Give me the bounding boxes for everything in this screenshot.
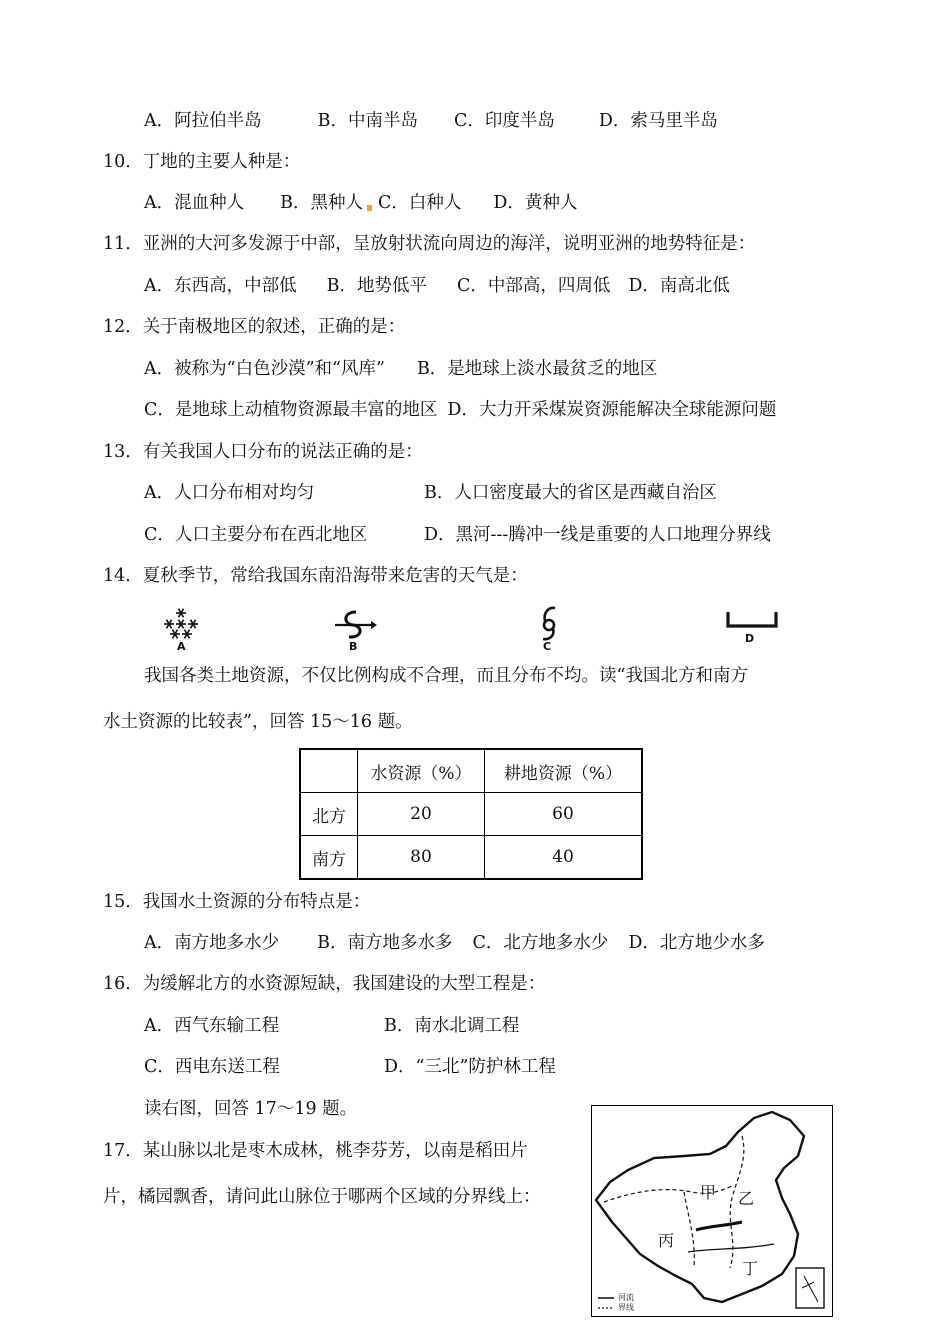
- q13-option-b: B．人口密度最大的省区是西藏自治区: [424, 483, 717, 503]
- table-cell: 20: [358, 793, 485, 836]
- q12-option-b: B．是地球上淡水最贫乏的地区: [416, 359, 658, 379]
- drought-icon: [718, 604, 788, 656]
- table-header-row: [300, 749, 642, 793]
- symbol-label-a: A: [177, 640, 186, 653]
- q12-option-a: A．被称为“白色沙漠”和“风库”: [144, 359, 385, 379]
- q15-option-b: B．南方地多水多: [317, 933, 453, 953]
- q12-options-row1: [144, 358, 657, 380]
- table-cell: 北方: [300, 793, 358, 836]
- map-legend-boundary: 界线: [618, 1303, 634, 1312]
- q16-option-c: C．西电东送工程: [144, 1057, 280, 1077]
- intro-17-19: 读右图，回答 17～19 题。: [144, 1099, 358, 1119]
- sandstorm-icon: [323, 604, 393, 656]
- q12-stem: 12．关于南极地区的叙述，正确的是：: [103, 317, 406, 337]
- q11-stem: 11．亚洲的大河多发源于中部，呈放射状流向周边的海洋，说明亚洲的地势特征是：: [103, 234, 756, 254]
- q13-stem: 13．有关我国人口分布的说法正确的是：: [103, 442, 423, 462]
- table-cell: 40: [485, 836, 643, 880]
- intro-15-16-line2: 水土资源的比较表”，回答 15～16 题。: [103, 712, 413, 732]
- q10-option-b: B．黑种人: [280, 193, 364, 213]
- q10-option-d: D．黄种人: [493, 193, 578, 213]
- table-row: [300, 836, 642, 880]
- q13-option-d: D．黑河---腾冲一线是重要的人口地理分界线: [424, 525, 771, 545]
- q12-option-d: D．大力开采煤炭资源能解决全球能源问题: [447, 400, 777, 420]
- table-header-cell: 水资源（%）: [358, 749, 485, 793]
- q15-option-d: D．北方地少水多: [628, 933, 765, 953]
- q16-option-d: D．“三北”防护林工程: [384, 1057, 556, 1077]
- map-label-jia: 甲: [700, 1183, 717, 1202]
- q11-option-c: C．中部高，四周低: [457, 276, 611, 296]
- symbol-label-b: B: [349, 640, 358, 653]
- q9-option-c: C．印度半岛: [454, 111, 555, 131]
- q15-option-c: C．北方地多水少: [472, 933, 609, 953]
- q9-option-b: B．中南半岛: [317, 111, 419, 131]
- q11-option-a: A．东西高，中部低: [144, 276, 297, 296]
- table-header-cell: 耕地资源（%）: [485, 749, 643, 793]
- q16-stem: 16．为缓解北方的水资源短缺，我国建设的大型工程是：: [103, 974, 546, 994]
- q14-stem: 14．夏秋季节，常给我国东南沿海带来危害的天气是：: [103, 566, 528, 586]
- table-header-cell: [300, 749, 358, 793]
- q15-option-a: A．南方地多水少: [144, 933, 280, 953]
- symbol-label-d: D: [745, 632, 755, 645]
- china-regions-map: [591, 1105, 833, 1317]
- q10-option-a: A．混血种人: [144, 193, 245, 213]
- symbol-label-c: C: [543, 640, 552, 653]
- q10-option-c: C．白种人: [378, 193, 462, 213]
- map-label-bing: 丙: [658, 1231, 675, 1250]
- map-label-ding: 丁: [742, 1259, 759, 1278]
- table-cell: 80: [358, 836, 485, 880]
- table-cell: 南方: [300, 836, 358, 880]
- q9-option-d: D．索马里半岛: [598, 111, 718, 131]
- table-row: [300, 793, 642, 836]
- map-legend-river: 河流: [618, 1293, 634, 1302]
- q11-option-d: D．南高北低: [628, 276, 730, 296]
- q9-option-a: A．阿拉伯半岛: [144, 111, 262, 131]
- q10-options: [144, 192, 577, 214]
- q17-stem-line2: 片，橘园飘香，请问此山脉位于哪两个区域的分界线上：: [103, 1187, 541, 1207]
- q16-option-a: A．西气东输工程: [144, 1016, 280, 1036]
- q15-options: [144, 932, 765, 954]
- q12-options-row2: [144, 399, 776, 421]
- intro-15-16-line1: 我国各类土地资源，不仅比例构成不合理，而且分布不均。读“我国北方和南方: [144, 666, 748, 686]
- q11-option-b: B．地势低平: [326, 276, 428, 296]
- q13-option-c: C．人口主要分布在西北地区: [144, 525, 368, 545]
- q12-option-c: C．是地球上动植物资源最丰富的地区: [144, 400, 438, 420]
- q9-options: [144, 110, 718, 132]
- q13-option-a: A．人口分布相对均匀: [144, 483, 315, 503]
- q17-stem-line1: 17．某山脉以北是枣木成林，桃李芬芳，以南是稻田片: [103, 1141, 528, 1161]
- q11-options: [144, 275, 730, 297]
- mark-dot: [367, 205, 372, 211]
- q10-stem: 10．丁地的主要人种是：: [103, 152, 301, 172]
- table-cell: 60: [485, 793, 643, 836]
- water-land-table: [299, 748, 643, 880]
- map-label-yi: 乙: [738, 1189, 755, 1208]
- q16-option-b: B．南水北调工程: [384, 1016, 520, 1036]
- q15-stem: 15．我国水土资源的分布特点是：: [103, 892, 371, 912]
